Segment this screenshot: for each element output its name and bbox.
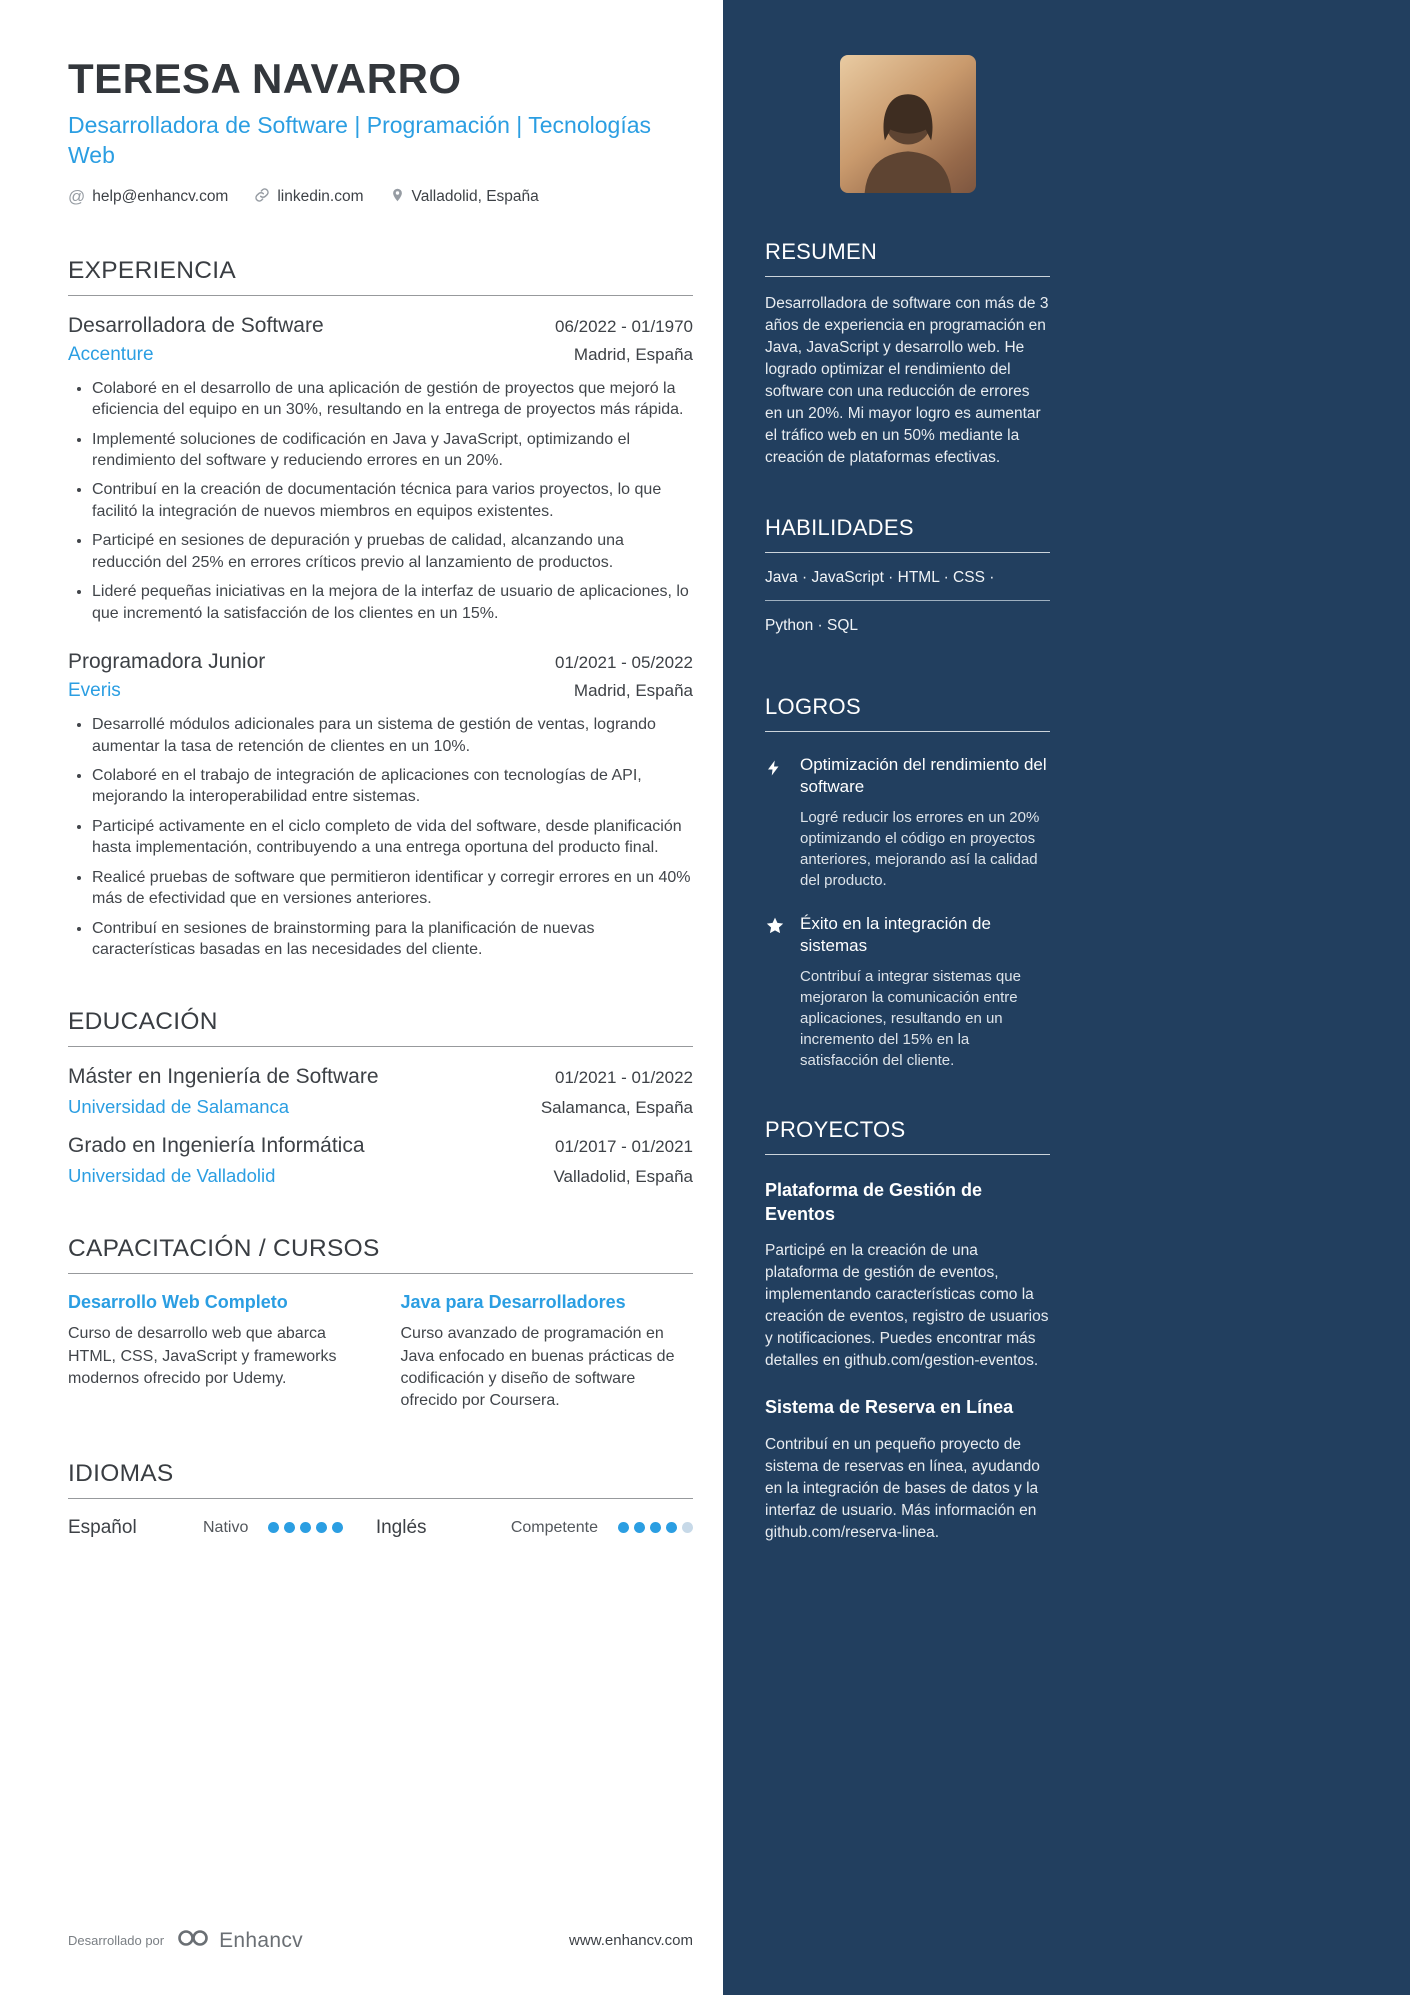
infinity-logo-icon bbox=[176, 1928, 212, 1953]
project-item bbox=[765, 1179, 1050, 1372]
pin-icon bbox=[390, 186, 405, 209]
achievements-heading: LOGROS bbox=[765, 694, 1050, 732]
achievement-item bbox=[765, 913, 1050, 1071]
language-level: Competente bbox=[510, 1518, 598, 1536]
job-company: Accenture bbox=[68, 343, 154, 365]
job-entry bbox=[68, 314, 693, 624]
language-level: Nativo bbox=[203, 1518, 249, 1536]
dot-filled bbox=[666, 1522, 677, 1533]
job-bullet: • Participé en sesiones de depuración y pruebas de calidad, alcanzando una reducción del 25% en errores críticos previo al lanzamiento de productos. bbox=[92, 530, 693, 573]
skills-line: Python · SQL bbox=[765, 617, 859, 634]
project-title: Sistema de Reserva en Línea bbox=[765, 1397, 1014, 1418]
job-title: Desarrolladora de Software bbox=[68, 313, 324, 337]
email-text[interactable]: help@enhancv.com bbox=[92, 188, 229, 206]
experience-heading: EXPERIENCIA bbox=[68, 257, 693, 296]
dot-filled bbox=[618, 1522, 629, 1533]
job-bullet: • Colaboré en el desarrollo de una aplicación de gestión de proyectos que mejoró la eficiencia del equipo en un 30%, resultando en la entrega de proyectos más rápida. bbox=[92, 378, 693, 421]
education-entry bbox=[68, 1134, 693, 1187]
education-heading: EDUCACIÓN bbox=[68, 1008, 693, 1047]
education-section bbox=[68, 1008, 693, 1187]
school-name: Universidad de Salamanca bbox=[68, 1096, 290, 1118]
link-icon bbox=[254, 187, 270, 208]
job-location: Madrid, España bbox=[573, 344, 693, 364]
course-description: Curso de desarrollo web que abarca HTML, CSS, JavaScript y frameworks modernos ofrecido por Udemy. bbox=[68, 1325, 337, 1387]
dot-filled bbox=[634, 1522, 645, 1533]
degree-dates: 01/2017 - 01/2021 bbox=[554, 1137, 693, 1157]
language-dots bbox=[618, 1522, 693, 1533]
lightning-icon bbox=[765, 754, 787, 891]
school-name: Universidad de Valladolid bbox=[68, 1165, 276, 1187]
powered-by-label: Desarrollado por bbox=[68, 1933, 165, 1948]
job-bullet: • Lideré pequeñas iniciativas en la mejora de la interfaz de usuario de aplicaciones, lo que incrementó la satisfacción de los clientes en un 15%. bbox=[92, 581, 693, 624]
achievement-body bbox=[800, 754, 1050, 891]
school-location: Salamanca, España bbox=[540, 1098, 693, 1118]
project-text: Contribuí en un pequeño proyecto de sistema de reservas en línea, ayudando en la integración de bases de datos y la interfaz de usuario. Más información en github.com/reserva-linea. bbox=[765, 1435, 1040, 1541]
contact-location bbox=[390, 186, 539, 209]
person-silhouette-icon bbox=[840, 75, 976, 193]
school-location: Valladolid, España bbox=[553, 1167, 693, 1187]
degree-title: Máster en Ingeniería de Software bbox=[68, 1065, 379, 1089]
courses-section bbox=[68, 1235, 693, 1411]
dot-filled bbox=[650, 1522, 661, 1533]
achievement-item bbox=[765, 754, 1050, 891]
profile-photo bbox=[840, 55, 976, 193]
sidebar-content bbox=[723, 0, 1050, 1544]
skills-section bbox=[765, 515, 1050, 648]
project-item bbox=[765, 1396, 1050, 1543]
job-bullet: • Implementé soluciones de codificación en Java y JavaScript, optimizando el rendimiento del software y reduciendo errores en un 20%. bbox=[92, 429, 693, 472]
language-name: Inglés bbox=[375, 1516, 427, 1538]
job-bullet: • Contribuí en sesiones de brainstorming para la planificación de nuevas características basadas en las necesidades del cliente. bbox=[92, 918, 693, 961]
projects-section bbox=[765, 1117, 1050, 1543]
summary-text: Desarrolladora de software con más de 3 años de experiencia en programación en Java, JavaScript y desarrollo web. He logrado optimizar el rendimiento del software con una reducción de errores en un 20%. Mi mayor logro es aumentar el tráfico web en un 50% mediante la creación de plataformas efectivas. bbox=[765, 295, 1049, 466]
job-bullets bbox=[68, 714, 693, 960]
contact-email bbox=[68, 187, 228, 207]
linkedin-text[interactable]: linkedin.com bbox=[277, 188, 364, 206]
achievement-title: Éxito en la integración de sistemas bbox=[800, 914, 991, 956]
job-entry bbox=[68, 650, 693, 960]
dot-filled bbox=[268, 1522, 279, 1533]
summary-heading: RESUMEN bbox=[765, 239, 1050, 277]
job-company: Everis bbox=[68, 680, 121, 702]
language-entry bbox=[376, 1517, 693, 1539]
star-icon bbox=[765, 913, 787, 1071]
brand-name: Enhancv bbox=[219, 1928, 303, 1952]
project-title: Plataforma de Gestión de Eventos bbox=[765, 1180, 983, 1224]
website-link[interactable]: www.enhancv.com bbox=[569, 1932, 693, 1949]
course-entry bbox=[401, 1292, 694, 1411]
course-title: Desarrollo Web Completo bbox=[68, 1292, 288, 1313]
language-entry bbox=[68, 1517, 376, 1539]
job-bullet: • Realicé pruebas de software que permitieron identificar y corregir errores en un 40% más de efectividad que en versiones anteriores. bbox=[92, 867, 693, 910]
dot-empty bbox=[682, 1522, 693, 1533]
job-bullet: • Contribuí en la creación de documentación técnica para varios proyectos, lo que facilitó la integración de nuevos miembros en equipos existentes. bbox=[92, 479, 693, 522]
job-dates: 06/2022 - 01/1970 bbox=[554, 316, 693, 336]
languages-heading: IDIOMAS bbox=[68, 1460, 693, 1499]
courses-heading: CAPACITACIÓN / CURSOS bbox=[68, 1235, 693, 1274]
dot-filled bbox=[284, 1522, 295, 1533]
achievement-body bbox=[800, 913, 1050, 1071]
job-dates: 01/2021 - 05/2022 bbox=[554, 653, 693, 673]
skills-line: Java · JavaScript · HTML · CSS · bbox=[765, 553, 1050, 601]
job-bullet: • Colaboré en el trabajo de integración de aplicaciones con tecnologías de API, mejorando la interoperabilidad entre sistemas. bbox=[92, 765, 693, 808]
job-location: Madrid, España bbox=[573, 681, 693, 701]
experience-section bbox=[68, 257, 693, 961]
resume-header bbox=[68, 55, 693, 209]
projects-heading: PROYECTOS bbox=[765, 1117, 1050, 1155]
contact-linkedin bbox=[254, 187, 363, 208]
dot-filled bbox=[316, 1522, 327, 1533]
footer bbox=[68, 1928, 693, 1953]
sidebar bbox=[723, 0, 1410, 1995]
course-title: Java para Desarrolladores bbox=[400, 1292, 626, 1313]
dot-filled bbox=[300, 1522, 311, 1533]
achievements-section bbox=[765, 694, 1050, 1071]
languages-row bbox=[68, 1517, 693, 1539]
contact-row bbox=[68, 186, 693, 209]
person-name: TERESA NAVARRO bbox=[68, 55, 462, 102]
project-text: Participé en la creación de una plataforma de gestión de eventos, implementando características como la creación de eventos, registro de usuarios y notificaciones. Puedes encontrar más detalles en github.com/gestion-eventos. bbox=[765, 1242, 1049, 1370]
course-entry bbox=[68, 1292, 361, 1411]
job-bullet: • Participé activamente en el ciclo completo de vida del software, desde planificación hasta implementación, contribuyendo a una entrega oportuna del producto final. bbox=[92, 816, 693, 859]
main-column bbox=[0, 0, 723, 1539]
degree-title: Grado en Ingeniería Informática bbox=[68, 1134, 365, 1158]
degree-dates: 01/2021 - 01/2022 bbox=[554, 1068, 693, 1088]
location-text: Valladolid, España bbox=[411, 188, 539, 206]
dot-filled bbox=[332, 1522, 343, 1533]
job-bullets bbox=[68, 378, 693, 624]
skills-heading: HABILIDADES bbox=[765, 515, 1050, 553]
education-entry bbox=[68, 1065, 693, 1118]
at-icon: @ bbox=[68, 187, 86, 207]
languages-section bbox=[68, 1460, 693, 1539]
job-bullet: • Desarrollé módulos adicionales para un sistema de gestión de ventas, logrando aumentar la tasa de retención de clientes en un 10%. bbox=[92, 714, 693, 757]
achievement-title: Optimización del rendimiento del software bbox=[800, 755, 1047, 797]
course-description: Curso avanzado de programación en Java enfocado en buenas prácticas de codificación y diseño de software ofrecido por Coursera. bbox=[400, 1325, 675, 1409]
headline: Desarrolladora de Software | Programación | Tecnologías Web bbox=[68, 112, 651, 169]
achievement-text: Contribuí a integrar sistemas que mejoraron la comunicación entre aplicaciones, resultando en un incremento del 15% en la satisfacción del cliente. bbox=[800, 968, 1021, 1070]
courses-grid bbox=[68, 1292, 693, 1411]
language-dots bbox=[268, 1522, 343, 1533]
job-title: Programadora Junior bbox=[68, 650, 266, 674]
language-name: Español bbox=[68, 1516, 137, 1538]
summary-section bbox=[765, 239, 1050, 469]
achievement-text: Logré reducir los errores en un 20% optimizando el código en proyectos anteriores, mejorando así la calidad del producto. bbox=[800, 809, 1040, 890]
